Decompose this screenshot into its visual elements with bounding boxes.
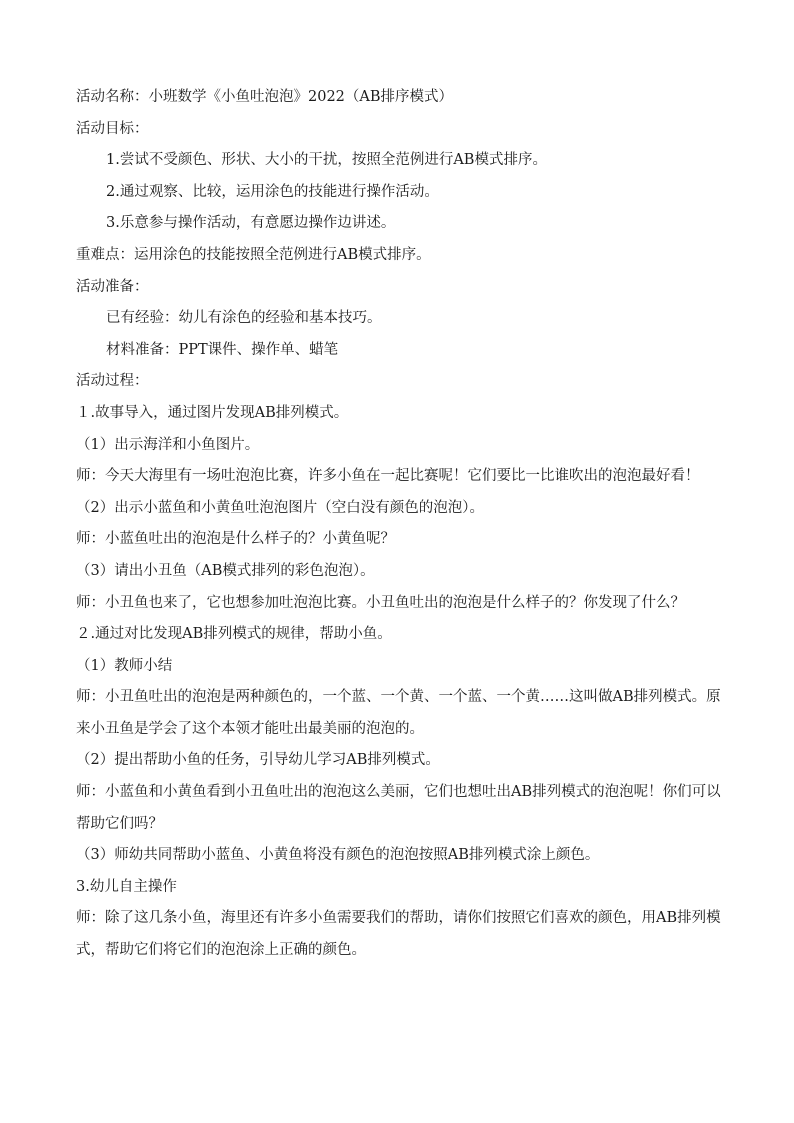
teacher-dialogue: 师：小蓝鱼和小黄鱼看到小丑鱼吐出的泡泡这么美丽，它们也想吐出AB排列模式的泡泡呢！你们可以帮助它们吗？ [76,784,721,832]
teacher-dialogue: 师：今天大海里有一场吐泡泡比赛，许多小鱼在一起比赛呢！它们要比一比谁吹出的泡泡最好看！ [76,468,700,485]
process-sub-1-3: （3）请出小丑鱼（AB模式排列的彩色泡泡）。 [76,562,375,579]
process-sub-2-1: （1）教师小结 [76,657,173,674]
process-sub-1-2: （2）出示小蓝鱼和小黄鱼吐泡泡图片（空白没有颜色的泡泡）。 [76,499,484,516]
preparation-experience: 已有经验：幼儿有涂色的经验和基本技巧。 [106,310,382,327]
process-heading: 活动过程： [76,373,149,390]
key-point: 重难点：运用涂色的技能按照全范例进行AB模式排序。 [76,246,431,263]
goal-item-2: 2.通过观察、比较，运用涂色的技能进行操作活动。 [106,183,439,200]
process-step-1: １.故事导入，通过图片发现AB排列模式。 [76,404,349,421]
process-step-3: 3.幼儿自主操作 [76,878,177,895]
goal-item-1: 1.尝试不受颜色、形状、大小的干扰，按照全范例进行AB模式排序。 [106,152,547,169]
preparation-heading: 活动准备： [76,278,149,295]
teacher-dialogue: 师：小丑鱼吐出的泡泡是两种颜色的，一个蓝、一个黄、一个蓝、一个黄……这叫做AB排列模式。原来小丑鱼是学会了这个本领才能吐出最美丽的泡泡的。 [76,689,721,737]
document-body [76,82,724,967]
process-sub-2-3: （3）师幼共同帮助小蓝鱼、小黄鱼将没有颜色的泡泡按照AB排列模式涂上颜色。 [76,847,600,864]
process-step-2: ２.通过对比发现AB排列模式的规律，帮助小鱼。 [76,626,392,643]
process-sub-1-1: （1）出示海洋和小鱼图片。 [76,436,260,453]
preparation-materials: 材料准备：PPT课件、操作单、蜡笔 [106,341,339,358]
teacher-dialogue: 师：小丑鱼也来了，它也想参加吐泡泡比赛。小丑鱼吐出的泡泡是什么样子的？你发现了什么？ [76,594,685,611]
goal-item-3: 3.乐意参与操作活动，有意愿边操作边讲述。 [106,215,396,232]
process-sub-2-2: （2）提出帮助小鱼的任务，引导幼儿学习AB排列模式。 [76,752,440,769]
goals-heading: 活动目标： [76,120,149,137]
teacher-dialogue: 师：小蓝鱼吐出的泡泡是什么样子的？小黄鱼呢？ [76,531,395,548]
teacher-dialogue: 师：除了这几条小鱼，海里还有许多小鱼需要我们的帮助，请你们按照它们喜欢的颜色，用AB排列模式，帮助它们将它们的泡泡涂上正确的颜色。 [76,910,721,959]
activity-title: 活动名称：小班数学《小鱼吐泡泡》2022（AB排序模式） [76,89,454,105]
